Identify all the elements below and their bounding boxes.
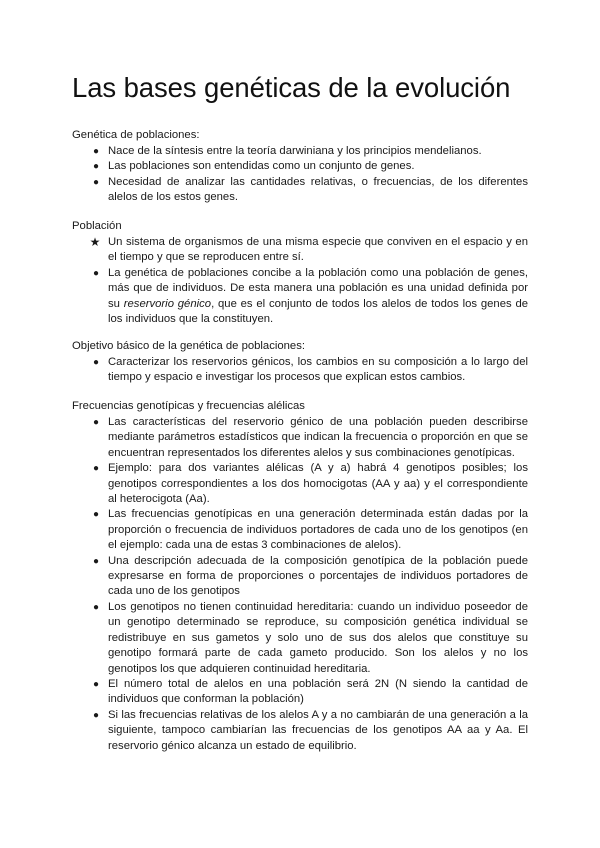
- section-heading: Genética de poblaciones:: [72, 129, 200, 141]
- bullet-dot-icon: ●: [92, 463, 100, 475]
- list-item: ● Las frecuencias genotípicas en una generación determinada están dadas por la proporción o frecuencia de individuos portadores de cada uno de los genotipos (en el ejemplo: cada una de estas 3 combinaciones de alelos).: [72, 507, 528, 553]
- list-item: ● Si las frecuencias relativas de los alelos A y a no cambiarán de una generación a la siguiente, tampoco cambiarían las frecuencias de los genotipos AA aa y Aa. El reservorio génico alcanza un estado de equilibrio.: [72, 708, 528, 754]
- page-title: Las bases genéticas de la evolución: [72, 72, 511, 103]
- section-heading: Población: [72, 220, 122, 232]
- bullet-dot-icon: ●: [92, 601, 100, 613]
- bullet-dot-icon: ●: [92, 267, 100, 279]
- bullet-dot-icon: ●: [92, 417, 100, 428]
- italic-term: reservorio génico: [123, 297, 212, 310]
- bullet-dot-icon: ●: [92, 509, 100, 521]
- list-item: ● Una descripción adecuada de la composición genotípica de la población puede expresarse en forma de proporciones o porcentajes de individuos portadores de cada uno de los genotipos: [72, 554, 528, 600]
- section-objetivo: [72, 339, 528, 386]
- bullet-dot-icon: ●: [92, 146, 100, 157]
- section-heading: Objetivo básico de la genética de poblaciones:: [72, 340, 305, 352]
- list-item: ● Las poblaciones son entendidas como un conjunto de genes.: [72, 159, 528, 174]
- list-item: ● Los genotipos no tienen continuidad hereditaria: cuando un individuo poseedor de un genotipo determinado se reproduce, su composición genética individual se redistribuye en sus gametos y solo uno de sus dos alelos que constituye su genotipo formará parte de cada gameto producido. Son los alelos y no los genotipos los que adquieren continuidad hereditaria.: [72, 600, 528, 677]
- section-heading: Frecuencias genotípicas y frecuencias alélicas: [72, 400, 305, 412]
- bullet-list: [72, 144, 528, 206]
- section-frecuencias: [72, 399, 528, 754]
- bullet-dot-icon: ●: [92, 678, 100, 690]
- section-poblacion: [72, 219, 528, 327]
- bullet-dot-icon: ●: [92, 357, 100, 368]
- bullet-dot-icon: ●: [92, 709, 100, 721]
- star-bullet-icon: ★: [89, 235, 101, 249]
- list-item: ● Ejemplo: para dos variantes alélicas (A y a) habrá 4 genotipos posibles; los genotipos correspondientes a los dos homocigotas (AA y aa) y el correspondiente al heterocigota (Aa).: [72, 461, 528, 507]
- bullet-list: [72, 415, 528, 754]
- list-item: ● Las características del reservorio génico de una población pueden describirse mediante parámetros estadísticos que indican la frecuencia o proporción en que se encuentran representados los diferentes alelos y sus combinaciones genotípicas.: [72, 415, 528, 461]
- bullet-dot-icon: ●: [92, 161, 100, 173]
- bullet-list: [72, 235, 528, 327]
- list-item: ● Necesidad de analizar las cantidades relativas, o frecuencias, de los diferentes alelos de los estos genes.: [72, 175, 528, 206]
- section-genetica-poblaciones: [72, 128, 528, 206]
- bullet-list: [72, 355, 528, 386]
- list-item: ★ Un sistema de organismos de una misma especie que conviven en el espacio y en el tiempo y que se reproducen entre sí.: [89, 235, 528, 264]
- list-item: ● Nace de la síntesis entre la teoría darwiniana y los principios mendelianos.: [72, 144, 528, 159]
- bullet-dot-icon: ●: [92, 176, 100, 188]
- bullet-dot-icon: ●: [92, 555, 100, 567]
- list-item: ● El número total de alelos en una población será 2N (N siendo la cantidad de individuos que conforman la población): [72, 677, 528, 708]
- list-item: ● La genética de poblaciones concibe a la población como una población de genes, más que de individuos. De esta manera una población es una unidad definida por su reservorio génico, que es el conjunto de todos los alelos de todos los genes de los individuos que la constituyen.: [72, 266, 528, 328]
- list-item: ● Caracterizar los reservorios génicos, los cambios en su composición a lo largo del tiempo y espacio e investigar los procesos que explican estos cambios.: [72, 355, 528, 386]
